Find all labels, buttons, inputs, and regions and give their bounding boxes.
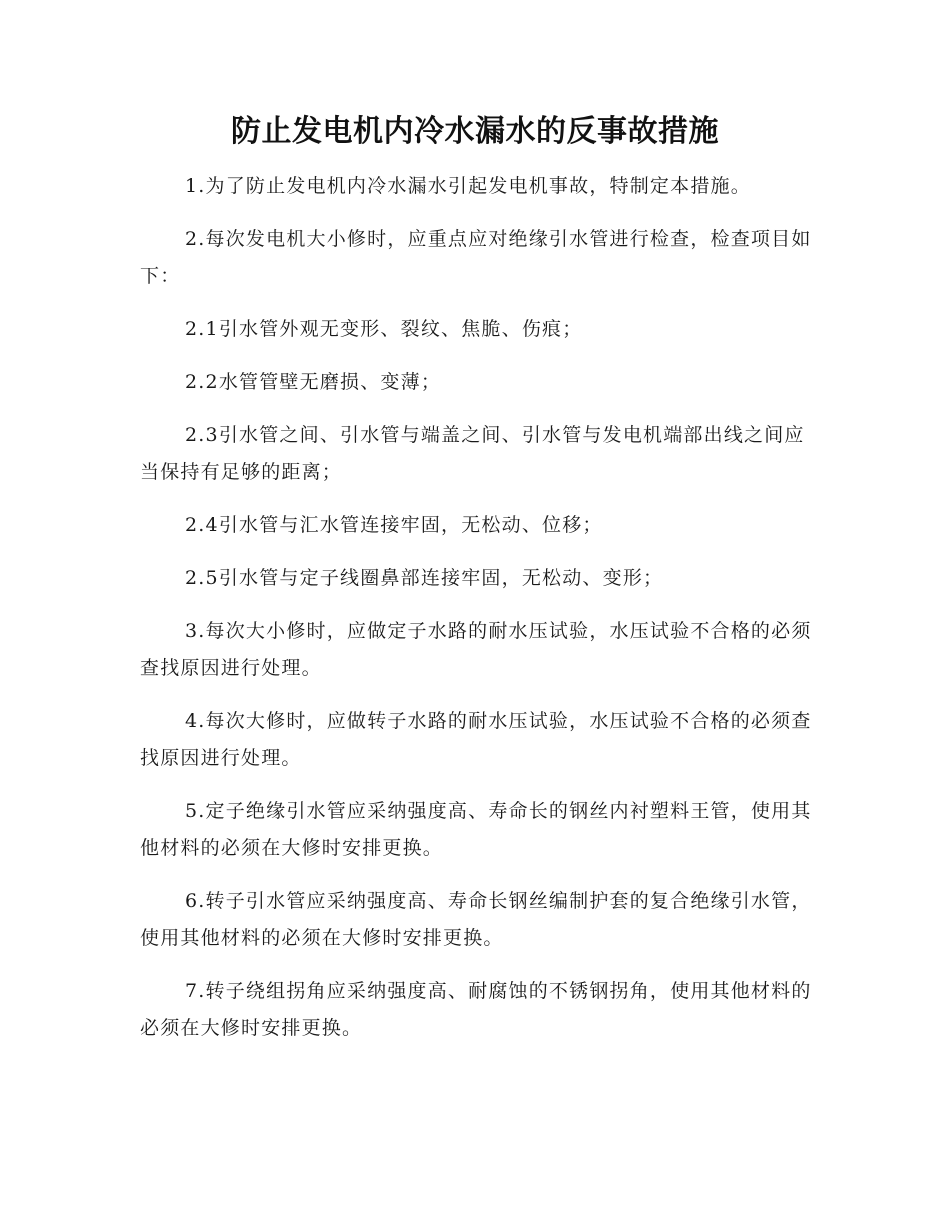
paragraph-6: 6.转子引水管应采纳强度高、寿命长钢丝编制护套的复合绝缘引水管，使用其他材料的必须在大修时安排更换。: [140, 890, 812, 949]
paragraph-4: 4.每次大修时，应做转子水路的耐水压试验，水压试验不合格的必须查找原因进行处理。: [140, 710, 812, 769]
paragraph-2-1: 2.1引水管外观无变形、裂纹、焦脆、伤痕；: [185, 318, 583, 340]
document-title: 防止发电机内冷水漏水的反事故措施: [231, 114, 719, 149]
paragraph-3: 3.每次大小修时，应做定子水路的耐水压试验，水压试验不合格的必须查找原因进行处理。: [140, 620, 812, 679]
paragraph-5: 5.定子绝缘引水管应采纳强度高、寿命长的钢丝内衬塑料王管，使用其他材料的必须在大修时安排更换。: [140, 800, 812, 859]
paragraph-7: 7.转子绕组拐角应采纳强度高、耐腐蚀的不锈钢拐角，使用其他材料的必须在大修时安排更换。: [140, 980, 812, 1039]
paragraph-1: 1.为了防止发电机内冷水漏水引起发电机事故，特制定本措施。: [185, 175, 751, 197]
document-body: [140, 168, 815, 1063]
paragraph-2-4: 2.4引水管与汇水管连接牢固，无松动、位移；: [185, 514, 603, 536]
paragraph-2: 2.每次发电机大小修时，应重点应对绝缘引水管进行检查，检查项目如下：: [140, 228, 812, 287]
paragraph-2-3: 2.3引水管之间、引水管与端盖之间、引水管与发电机端部出线之间应当保持有足够的距离；: [140, 424, 805, 483]
paragraph-2-2: 2.2水管管壁无磨损、变薄；: [185, 371, 442, 393]
paragraph-2-5: 2.5引水管与定子线圈鼻部连接牢固，无松动、变形；: [185, 567, 664, 589]
